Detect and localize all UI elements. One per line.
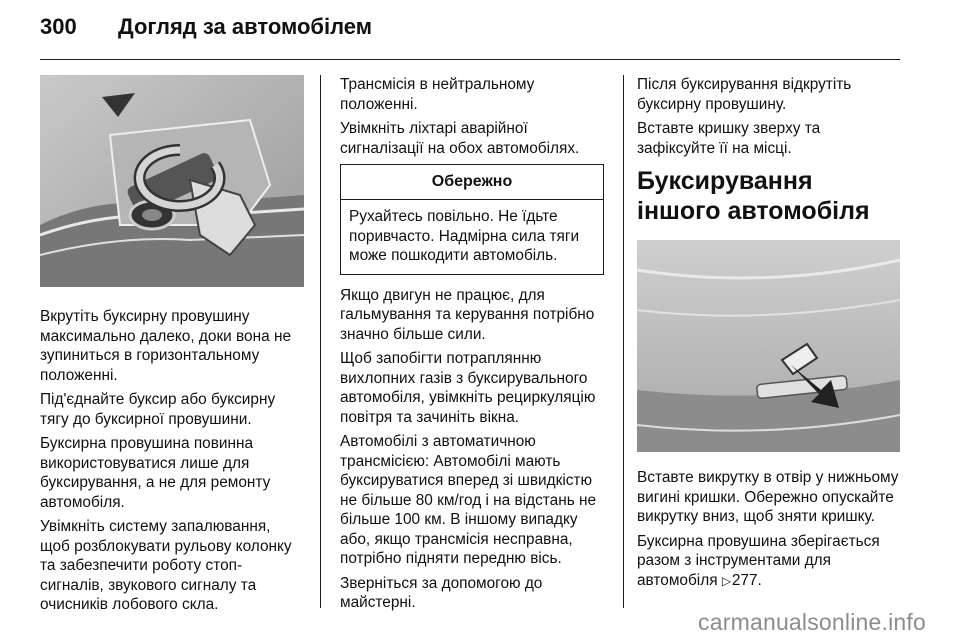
rear-bumper-tow-cover-icon bbox=[637, 240, 900, 452]
paragraph: Увімкніть ліхтарі аварійної сигналізації на обох автомобілях. bbox=[340, 120, 580, 157]
column-2 bbox=[340, 75, 604, 618]
paragraph: Увімкніть систему запалювання, щоб розблокувати рульову колонку та забезпечити роботу стоп-сигналів, звукового сигналу та очисників лобового скла. bbox=[40, 518, 292, 613]
caution-title: Обережно bbox=[341, 165, 603, 200]
page-number: 300 bbox=[40, 14, 77, 39]
header-rule bbox=[40, 59, 900, 60]
column-divider-2 bbox=[623, 75, 624, 608]
caution-box bbox=[340, 164, 604, 275]
paragraph: Буксирна провушина повинна використовуватися лише для буксирування, а не для ремонту автомобіля. bbox=[40, 435, 271, 511]
paragraph: Вкрутіть буксирну провушину максимально далеко, доки вона не зупиниться в горизонтальному положенні. bbox=[40, 308, 292, 384]
paragraph: Зверніться за допомогою до майстерні. bbox=[340, 574, 543, 611]
paragraph: Автомобілі з автоматичною трансмісією: Автомобілі мають буксируватися вперед зі швидкістю не більше 80 км/год і на відстань не більше 100 км. В іншому випадку або, якщо трансмісія несправна, потрібно підняти передню вісь. bbox=[340, 433, 597, 567]
caution-text: Рухайтесь повільно. Не їдьте поривчасто. Надмірна сила тяги може пошкодити автомобіль. bbox=[349, 208, 580, 264]
paragraph: Після буксирування відкрутіть буксирну провушину. bbox=[637, 76, 852, 113]
page-title: Догляд за автомобілем bbox=[118, 14, 373, 39]
towing-eye-screw-in-icon bbox=[40, 75, 304, 287]
paragraph bbox=[637, 532, 902, 592]
page-reference-number: 277. bbox=[731, 571, 762, 589]
paragraph: Щоб запобігти потраплянню вихлопних газів з буксирувального автомобіля, увімкніть рециркуляцію повітря та зачиніть вікна. bbox=[340, 350, 596, 426]
paragraph: Вставте викрутку в отвір у нижньому вигині кришки. Обережно опускайте викрутку вниз, щоб зняти кришку. bbox=[637, 469, 899, 525]
paragraph: Під'єднайте буксир або буксирну тягу до буксирної провушини. bbox=[40, 391, 276, 428]
page-header bbox=[40, 14, 372, 46]
column-divider-1 bbox=[320, 75, 321, 608]
page-reference-arrow-icon: ▷ bbox=[721, 573, 732, 588]
towing-eye-illustration bbox=[40, 75, 304, 287]
section-heading: Буксирування іншого автомобіля bbox=[637, 167, 870, 225]
column-3 bbox=[637, 75, 902, 596]
paragraph: Вставте кришку зверху та зафіксуйте її на місці. bbox=[637, 120, 821, 157]
rear-bumper-illustration bbox=[637, 240, 900, 452]
paragraph: Трансмісія в нейтральному положенні. bbox=[340, 76, 535, 113]
paragraph: Якщо двигун не працює, для гальмування та керування потрібно значно більше сили. bbox=[340, 286, 595, 343]
watermark: carmanualsonline.info bbox=[698, 609, 926, 635]
paragraph-text: Буксирна провушина зберігається разом з інструментами для автомобіля bbox=[637, 532, 880, 589]
column-1 bbox=[40, 75, 304, 620]
